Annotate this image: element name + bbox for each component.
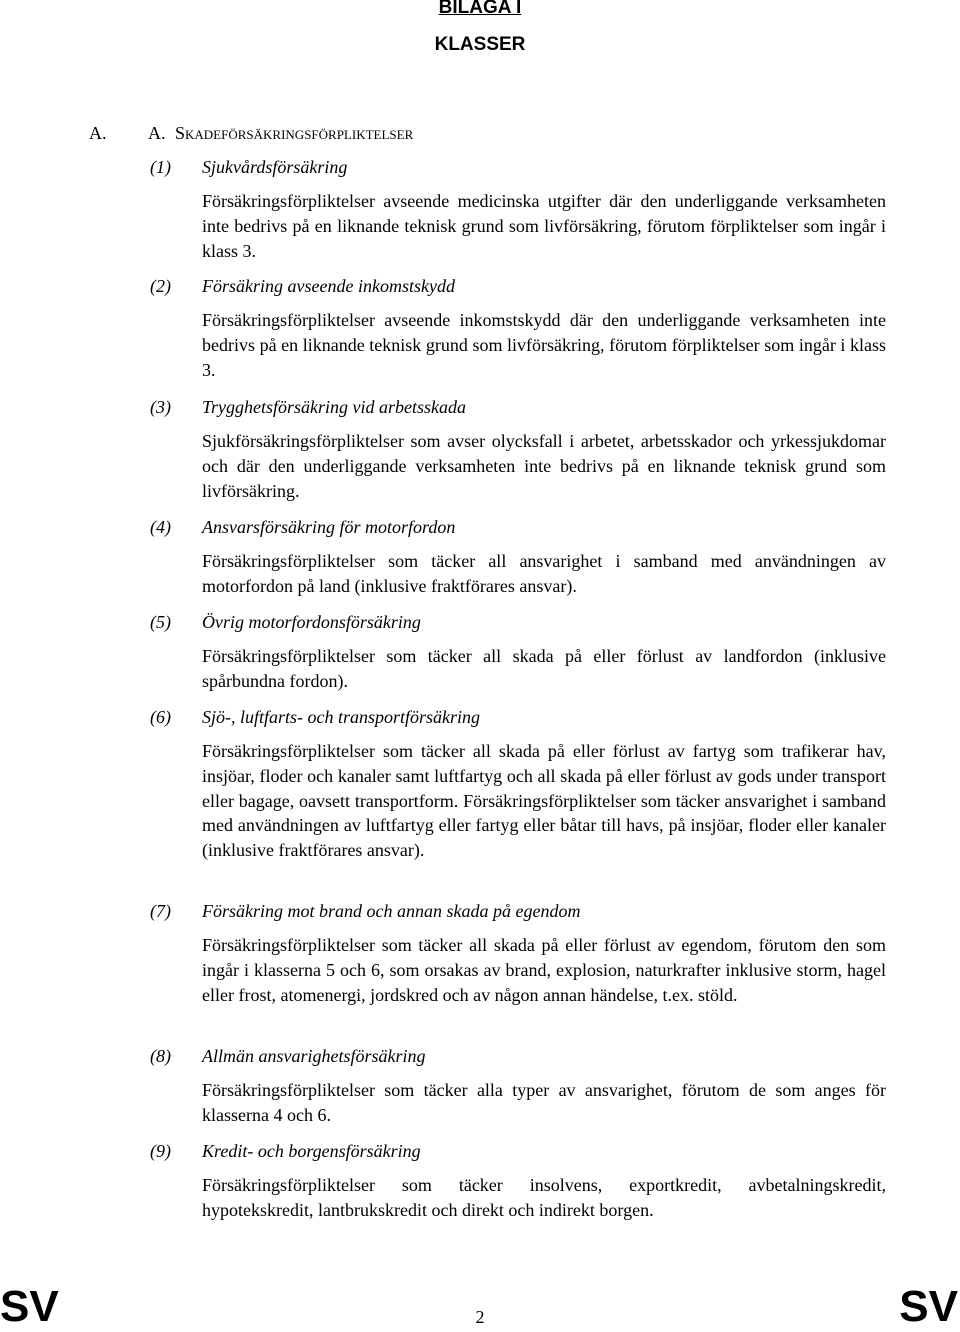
section-heading [150,704,886,730]
section-title: Kredit- och borgensförsäkring [202,1141,421,1161]
section-number: (9) [150,1141,171,1161]
section-title: Trygghetsförsäkring vid arbetsskada [202,397,466,417]
section-heading [150,1138,886,1164]
section-5 [150,609,886,694]
section-title: Försäkring mot brand och annan skada på egendom [202,901,581,921]
section-body: Försäkringsförpliktelser som täcker all skada på eller förlust av egendom, förutom den som ingår i klasserna 5 och 6, som orsakas av brand, explosion, naturkrafter inklusive storm, hagel eller frost, atomenergi, jordskred och av någon annan händelse, t.ex. stöld. [202,935,886,1005]
section-heading [150,609,886,635]
part-letter-repeat: A. [148,123,166,143]
section-3 [150,394,886,503]
section-heading [150,898,886,924]
page-number: 2 [475,1307,485,1327]
part-heading [89,121,414,145]
section-2 [150,273,886,382]
section-number: (2) [150,276,171,296]
section-number: (6) [150,707,171,727]
section-number: (7) [150,901,171,921]
section-1 [150,154,886,263]
section-number: (4) [150,517,171,537]
footer-language-right: SV [899,1282,958,1331]
section-title: Ansvarsförsäkring för motorfordon [202,517,456,537]
section-7 [150,898,886,1007]
footer-language-left: SV [0,1282,59,1331]
part-title: Skadeförsäkringsförpliktelser [175,123,414,143]
section-4 [150,514,886,599]
section-body: Försäkringsförpliktelser som täcker alla typer av ansvarighet, förutom de som anges för klasserna 4 och 6. [202,1080,886,1125]
section-body: Försäkringsförpliktelser som täcker insolvens, exportkredit, avbetalningskredit, hypotekskredit, lantbrukskredit och direkt och indirekt borgen. [202,1175,886,1220]
section-body: Försäkringsförpliktelser avseende inkomstskydd där den underliggande verksamheten inte bedrivs på en liknande teknisk grund som livförsäkring, förutom förpliktelser som ingår i klass 3. [202,310,886,380]
section-body: Sjukförsäkringsförpliktelser som avser olycksfall i arbetet, arbetsskador och yrkessjukdomar och där den underliggande verksamheten inte bedrivs på en liknande teknisk grund som livförsäkring. [202,431,886,501]
section-title: Försäkring avseende inkomstskydd [202,276,455,296]
section-body: Försäkringsförpliktelser som täcker all ansvarighet i samband med användningen av motorfordon på land (inklusive fraktförares ansvar). [202,551,886,596]
section-heading [150,1043,886,1069]
section-9 [150,1138,886,1223]
section-body: Försäkringsförpliktelser avseende medicinska utgifter där den underliggande verksamheten inte bedrivs på en liknande teknisk grund som livförsäkring, förutom förpliktelser som ingår i klass 3. [202,191,886,261]
section-title: Sjukvårdsförsäkring [202,157,348,177]
section-heading [150,514,886,540]
section-heading [150,394,886,420]
section-title: Sjö-, luftfarts- och transportförsäkring [202,707,481,727]
annex-title: BILAGA I [438,0,522,18]
section-heading [150,154,886,180]
section-title: Övrig motorfordonsförsäkring [202,612,421,632]
part-letter: A. [89,123,107,143]
section-body: Försäkringsförpliktelser som täcker all skada på eller förlust av landfordon (inklusive spårbundna fordon). [202,646,886,691]
section-number: (1) [150,157,171,177]
section-number: (8) [150,1046,171,1066]
section-heading [150,273,886,299]
section-number: (3) [150,397,171,417]
section-6 [150,704,886,863]
section-title: Allmän ansvarighetsförsäkring [202,1046,426,1066]
section-number: (5) [150,612,171,632]
classes-title: KLASSER [434,34,526,55]
section-8 [150,1043,886,1128]
section-body: Försäkringsförpliktelser som täcker all skada på eller förlust av fartyg som trafikerar hav, insjöar, floder och kanaler samt luftfartyg och all skada på eller förlust av gods under transport eller bagage, oavsett transportform. Försäkringsförpliktelser som täcker ansvarighet i samband med användningen av luftfartyg eller fartyg eller båtar till havs, på insjöar, floder eller kanaler (inklusive fraktförares ansvar). [202,741,886,861]
